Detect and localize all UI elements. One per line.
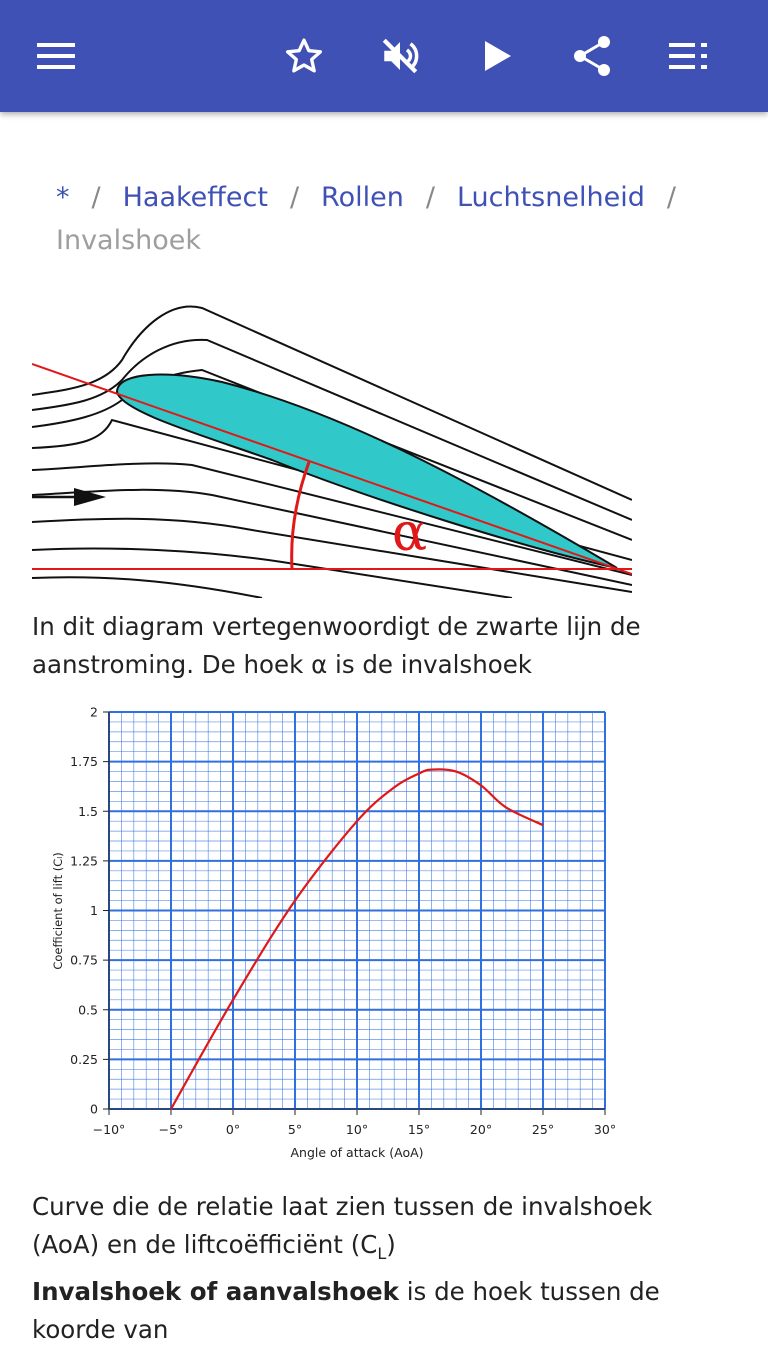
- streamline: [32, 549, 512, 599]
- caption-line: In dit diagram vertegenwoordigt de zwarte lijn de: [32, 612, 641, 641]
- body-paragraph: [32, 1273, 742, 1349]
- alpha-label: α: [392, 503, 428, 563]
- streamline: [32, 577, 262, 598]
- major-grid: [103, 712, 605, 1115]
- caption-subscript: L: [377, 1243, 387, 1263]
- x-axis-label: Angle of attack (AoA): [290, 1145, 424, 1160]
- list-icon[interactable]: [660, 28, 716, 84]
- x-tick-label: 25°: [531, 1122, 555, 1137]
- breadcrumb-separator: /: [91, 182, 101, 213]
- breadcrumb-separator: /: [289, 182, 300, 213]
- breadcrumb-item-rollen[interactable]: Rollen: [321, 182, 404, 213]
- breadcrumb: [56, 176, 716, 262]
- y-tick-label: 1.75: [70, 754, 98, 770]
- caption-line: Curve die de relatie laat zien tussen de invalshoek: [32, 1192, 653, 1221]
- caption-text: (AoA) en de liftcoëfficiënt (C: [32, 1230, 378, 1259]
- y-tick-label: 1: [90, 903, 98, 918]
- x-tick-label: 10°: [345, 1122, 369, 1137]
- y-axis-label: Coefficient of lift (Cₗ): [51, 852, 65, 970]
- lift-coefficient-chart: [32, 700, 632, 1170]
- y-axis-tick-labels: [70, 705, 98, 1117]
- mute-icon[interactable]: [372, 28, 428, 84]
- body-text: is de hoek tussen de koorde van: [32, 1276, 660, 1344]
- x-tick-label: 30°: [593, 1122, 617, 1137]
- bold-term: Invalshoek of aanvalshoek: [32, 1276, 399, 1306]
- app-bar: [0, 0, 768, 112]
- x-tick-label: −10°: [92, 1122, 126, 1137]
- breadcrumb-item-home[interactable]: *: [56, 182, 70, 213]
- play-icon[interactable]: [470, 28, 526, 84]
- breadcrumb-item-luchtsnelheid[interactable]: Luchtsnelheid: [456, 182, 645, 213]
- caption-text: ): [386, 1230, 396, 1259]
- airfoil-diagram: [32, 300, 632, 598]
- breadcrumb-current: Invalshoek: [56, 225, 202, 256]
- x-tick-label: 20°: [469, 1122, 493, 1137]
- menu-icon[interactable]: [28, 28, 84, 84]
- breadcrumb-separator: /: [425, 182, 435, 213]
- x-tick-label: 15°: [407, 1122, 431, 1137]
- y-tick-label: 1.25: [70, 853, 98, 869]
- airfoil-shape: [117, 375, 617, 568]
- share-icon[interactable]: [564, 28, 620, 84]
- chart-caption: [32, 1188, 742, 1349]
- y-tick-label: 0.5: [78, 1002, 98, 1018]
- y-tick-label: 0: [90, 1101, 98, 1117]
- breadcrumb-item-haakeffect[interactable]: Haakeffect: [122, 182, 268, 213]
- x-tick-label: 5°: [287, 1122, 303, 1137]
- y-tick-label: 1.5: [78, 803, 98, 819]
- x-tick-label: 0°: [225, 1122, 241, 1137]
- star-icon[interactable]: [276, 28, 332, 84]
- x-axis-tick-labels: [93, 1122, 616, 1137]
- y-tick-label: 0.25: [70, 1051, 98, 1067]
- caption-line: aanstroming. De hoek α is de invalshoek: [32, 650, 532, 679]
- y-tick-label: 0.75: [70, 952, 98, 968]
- breadcrumb-separator: /: [666, 182, 676, 213]
- figure-caption: [32, 608, 742, 684]
- x-tick-label: −5°: [158, 1122, 184, 1137]
- y-tick-label: 2: [90, 704, 98, 720]
- caption-line: [32, 1226, 742, 1273]
